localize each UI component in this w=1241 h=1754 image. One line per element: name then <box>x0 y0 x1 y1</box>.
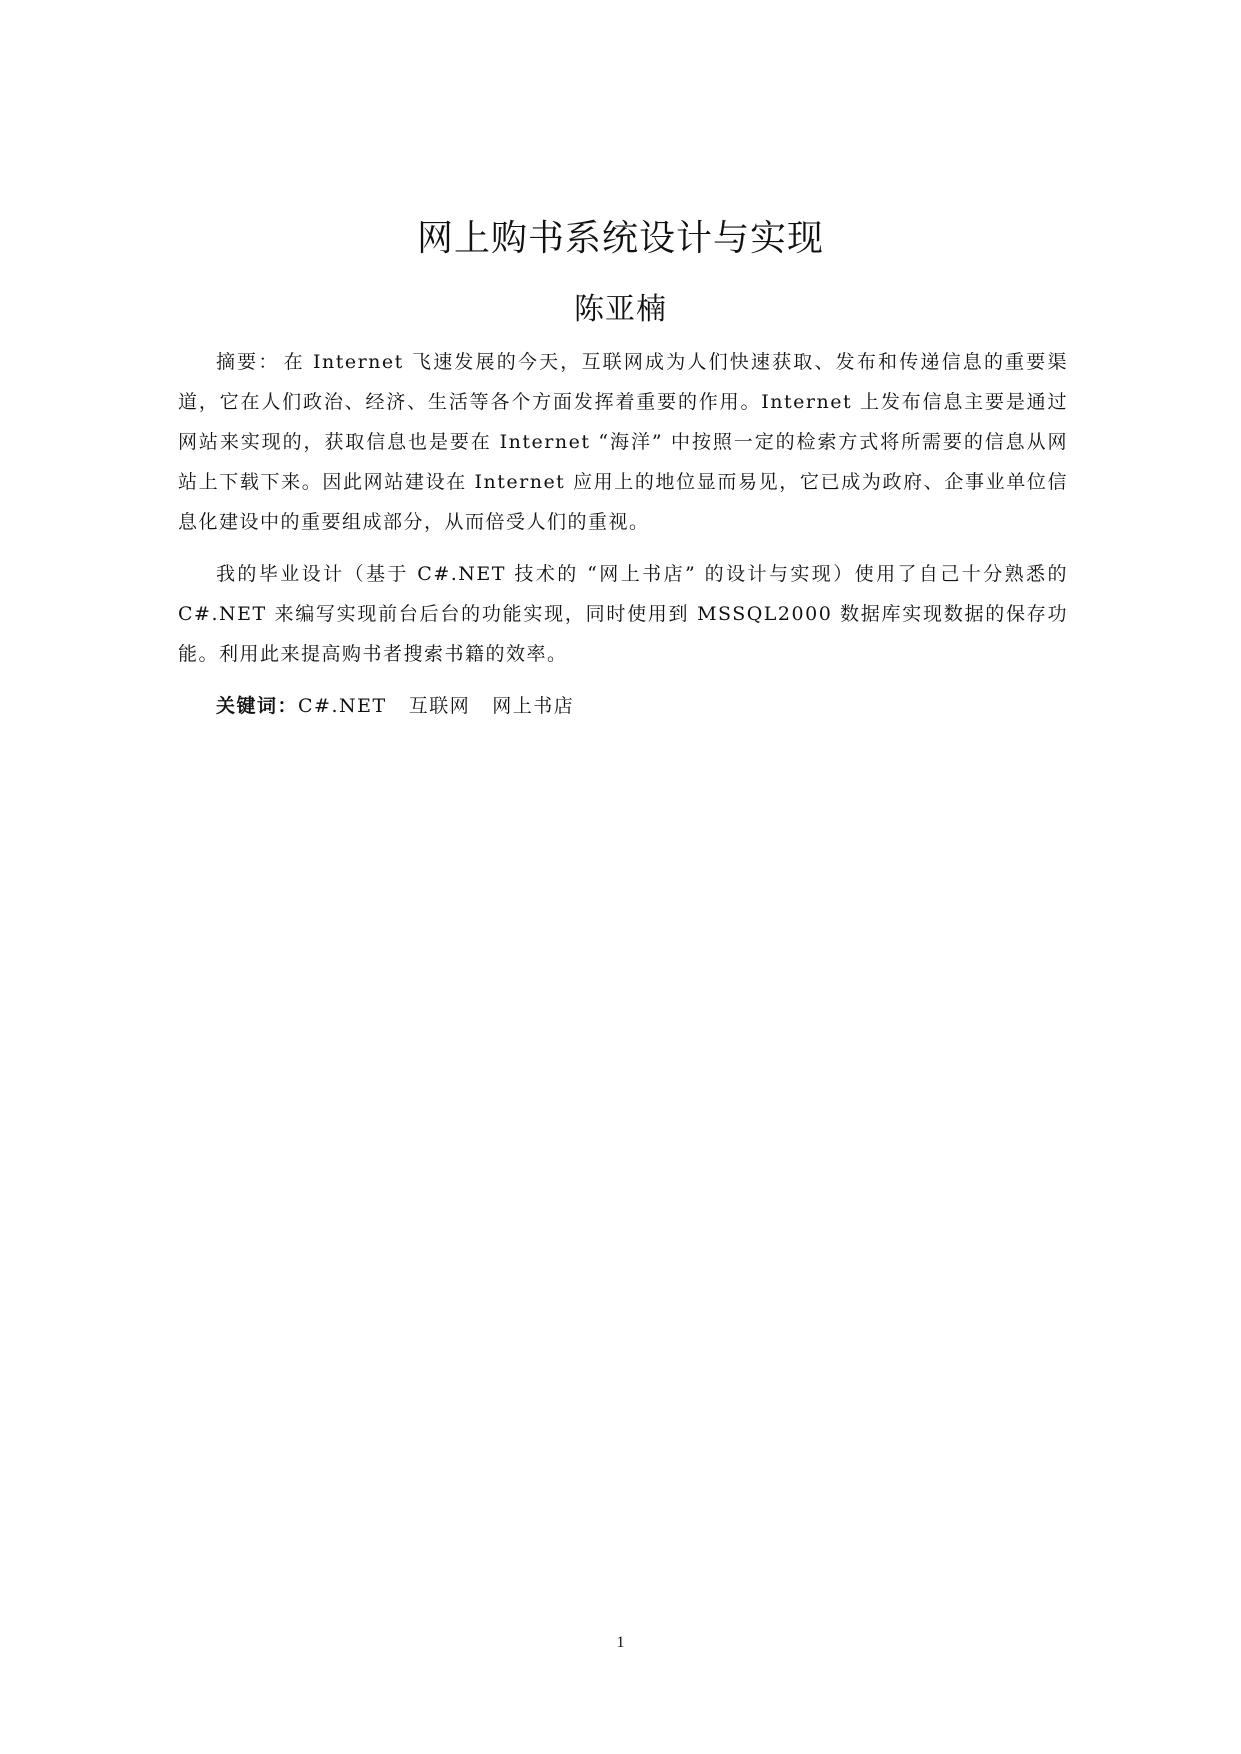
abstract-paragraph <box>178 342 1068 542</box>
author-name: 陈亚楠 <box>574 292 667 327</box>
abstract-label: 摘要： <box>216 351 280 373</box>
keyword-item: 网上书店 <box>492 695 575 717</box>
abstract-text-1: 在 Internet 飞速发展的今天，互联网成为人们快速获取、发布和传递信息的重要渠道，它在人们政治、经济、生活等各个方面发挥着重要的作用。Internet 上发布信息主要是通过网站来实现的，获取信息也是要在 Internet “海洋” 中按照一定的检索方式将所需要的信息从网站上下载下来。因此网站建设在 Internet 应用上的地位显而易见，它已成为政府、企事业单位信息化建设中的重要组成部分，从而倍受人们的重视。 <box>178 351 1068 533</box>
keyword-item: 互联网 <box>408 695 471 717</box>
abstract-paragraph-2: 我的毕业设计（基于 C#.NET 技术的 “网上书店” 的设计与实现）使用了自己十分熟悉的 C#.NET 来编写实现前台后台的功能实现，同时使用到 MSSQL2000 数据库实现数据的保存功能。利用此来提高购书者搜索书籍的效率。 <box>178 563 1068 665</box>
document-title: 网上购书系统设计与实现 <box>416 218 824 259</box>
keywords-label: 关键词： <box>216 695 299 717</box>
keyword-item: C#.NET <box>298 695 387 717</box>
page-number: 1 <box>616 1634 625 1651</box>
abstract-section <box>178 342 1068 726</box>
keywords-line <box>178 686 1068 726</box>
